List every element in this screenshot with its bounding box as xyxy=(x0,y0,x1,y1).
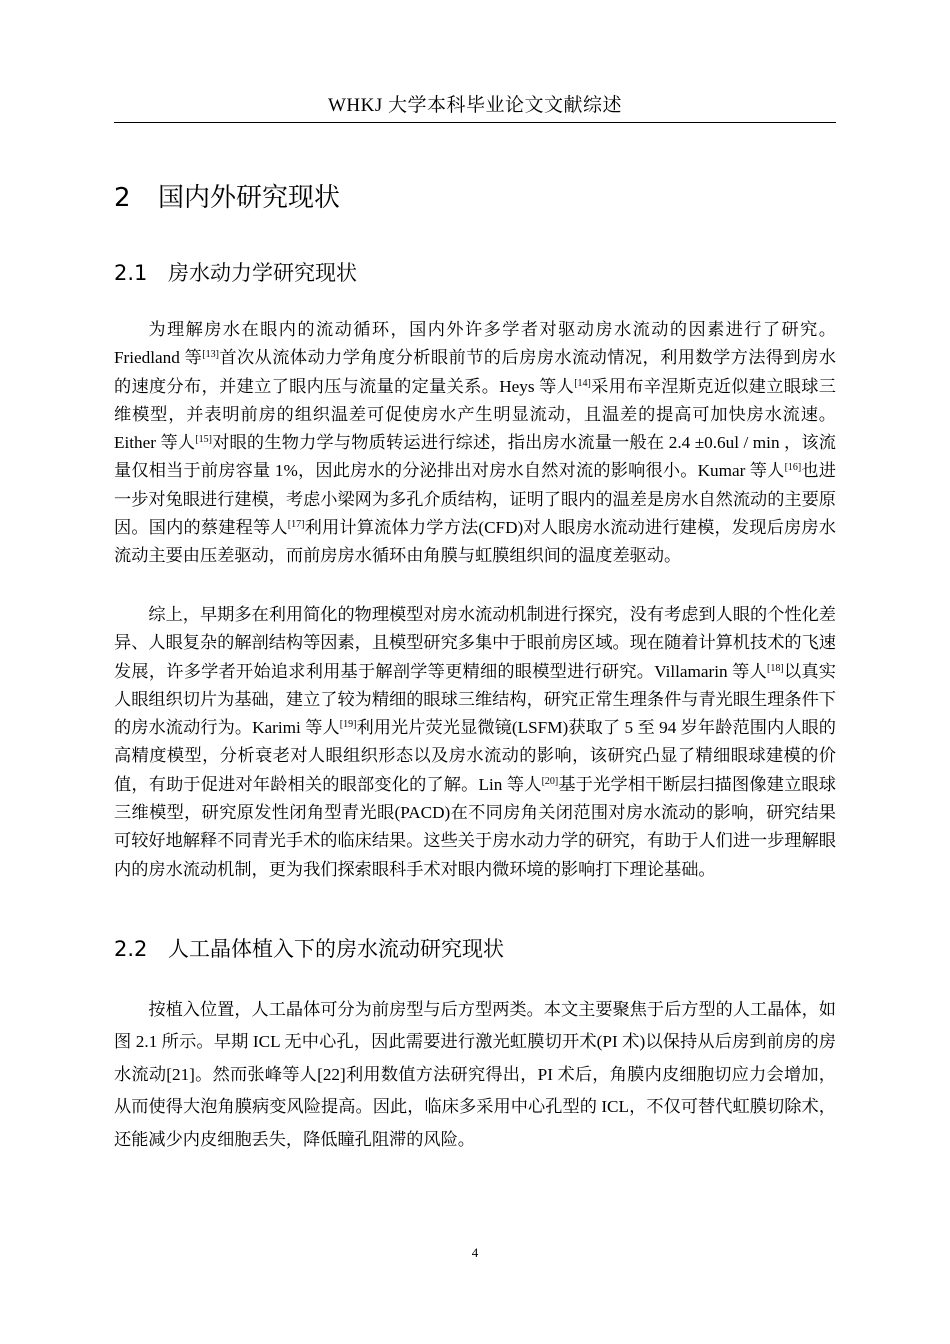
paragraph-text: 首次从流体动力学角度分析眼前节的后房房水流动情况，利用数学方法得到房水的速度分布，并建立了眼内压与流量的定量关系。Heys 等人 xyxy=(114,348,836,396)
citation: [13] xyxy=(202,349,219,361)
paragraph-text: 也进一步对兔眼进行建模，考虑小梁网为多孔介质结构，证明了眼内的温差是房水自然流动的主要原因。国内的蔡建程等人 xyxy=(114,461,836,538)
citation: [15] xyxy=(195,434,212,446)
paragraph-text: 综上，早期多在利用简化的物理模型对房水流动机制进行探究，没有考虑到人眼的个性化差异、人眼复杂的解剖结构等因素，且模型研究多集中于眼前房区域。现在随着计算机技术的飞速发展，许多学者开始追求利用基于解剖学等更精细的眼模型进行研究。Villamarin 等人 xyxy=(114,605,836,681)
section-title: 国内外研究现状 xyxy=(158,183,341,213)
paragraph-text: 按植入位置，人工晶体可分为前房型与后方型两类。本文主要聚焦于后方型的人工晶体，如图 2.1 所示。早期 ICL 无中心孔，因此需要进行激光虹膜切开术(PI 术)以保持从后房到前房的房水流动[21]。然而张峰等人[22]利用数值方法研究得出，PI 术后，角膜内皮细胞切应力会增加，从而使得大泡角膜病变风险提高。因此，临床多采用中心孔型的 ICL，不仅可替代虹膜切除术，还能减少内皮细胞丢失，降低瞳孔阻滞的风险。 xyxy=(114,1000,836,1149)
page-number: 4 xyxy=(471,1245,479,1260)
page-header: WHKJ 大学本科毕业论文文献综述 xyxy=(114,92,836,123)
citation: [18] xyxy=(767,662,784,674)
section-number: 2 xyxy=(114,183,131,213)
subsection-title: 人工晶体植入下的房水流动研究现状 xyxy=(168,937,504,961)
paragraph-aqueous-dynamics xyxy=(114,316,836,571)
citation: [17] xyxy=(287,519,305,531)
paragraph-text: 为理解房水在眼内的流动循环，国内外许多学者对驱动房水流动的因素进行了研究。Friedland 等 xyxy=(114,320,836,368)
subsection-number: 2.1 xyxy=(114,261,148,285)
paragraph-text: 利用光片荧光显微镜(LSFM)获取了 5 至 94 岁年龄范围内人眼的高精度模型，分析衰老对人眼组织形态以及房水流动的影响，该研究凸显了精细眼球建模的价值，有助于促进对年龄相关的眼部变化的了解。Lin 等人 xyxy=(114,718,836,794)
subsection-heading-2-1 xyxy=(114,258,357,288)
subsection-heading-2-2 xyxy=(114,934,504,964)
paragraph-icl xyxy=(114,994,836,1156)
paragraph-text: 利用计算流体力学方法(CFD)对人眼房水流动进行建模，发现后房房水流动主要由压差驱动，而前房房水循环由角膜与虹膜组织间的温度差驱动。 xyxy=(114,518,836,566)
paragraph-summary xyxy=(114,601,836,884)
citation: [20] xyxy=(541,775,559,787)
paragraph-text: 以真实人眼组织切片为基础，建立了较为精细的眼球三维结构，研究正常生理条件与青光眼生理条件下的房水流动行为。Karimi 等人 xyxy=(114,661,836,738)
citation: [19] xyxy=(339,719,357,731)
paragraph-text: 基于光学相干断层扫描图像建立眼球三维模型，研究原发性闭角型青光眼(PACD)在不同房角关闭范围对房水流动的影响，研究结果可较好地解释不同青光手术的临床结果。这些关于房水动力学的研究，有助于人们进一步理解眼内的房水流动机制，更为我们探索眼科手术对眼内微环境的影响打下理论基础。 xyxy=(114,774,836,879)
paragraph-text: 对眼的生物力学与物质转运进行综述，指出房水流量一般在 2.4 ±0.6ul / min ，该流量仅相当于前房容量 1%，因此房水的分泌排出对房水自然对流的影响很小。Kumar 等人 xyxy=(114,433,836,481)
citation: [14] xyxy=(574,377,591,389)
paragraph-text: 采用布辛涅斯克近似建立眼球三维模型，并表明前房的组织温差可促使房水产生明显流动，且温差的提高可加快房水流速。Either 等人 xyxy=(114,376,836,453)
section-heading xyxy=(114,180,340,216)
subsection-number: 2.2 xyxy=(114,937,148,961)
subsection-title: 房水动力学研究现状 xyxy=(168,261,357,285)
citation: [16] xyxy=(784,462,802,474)
